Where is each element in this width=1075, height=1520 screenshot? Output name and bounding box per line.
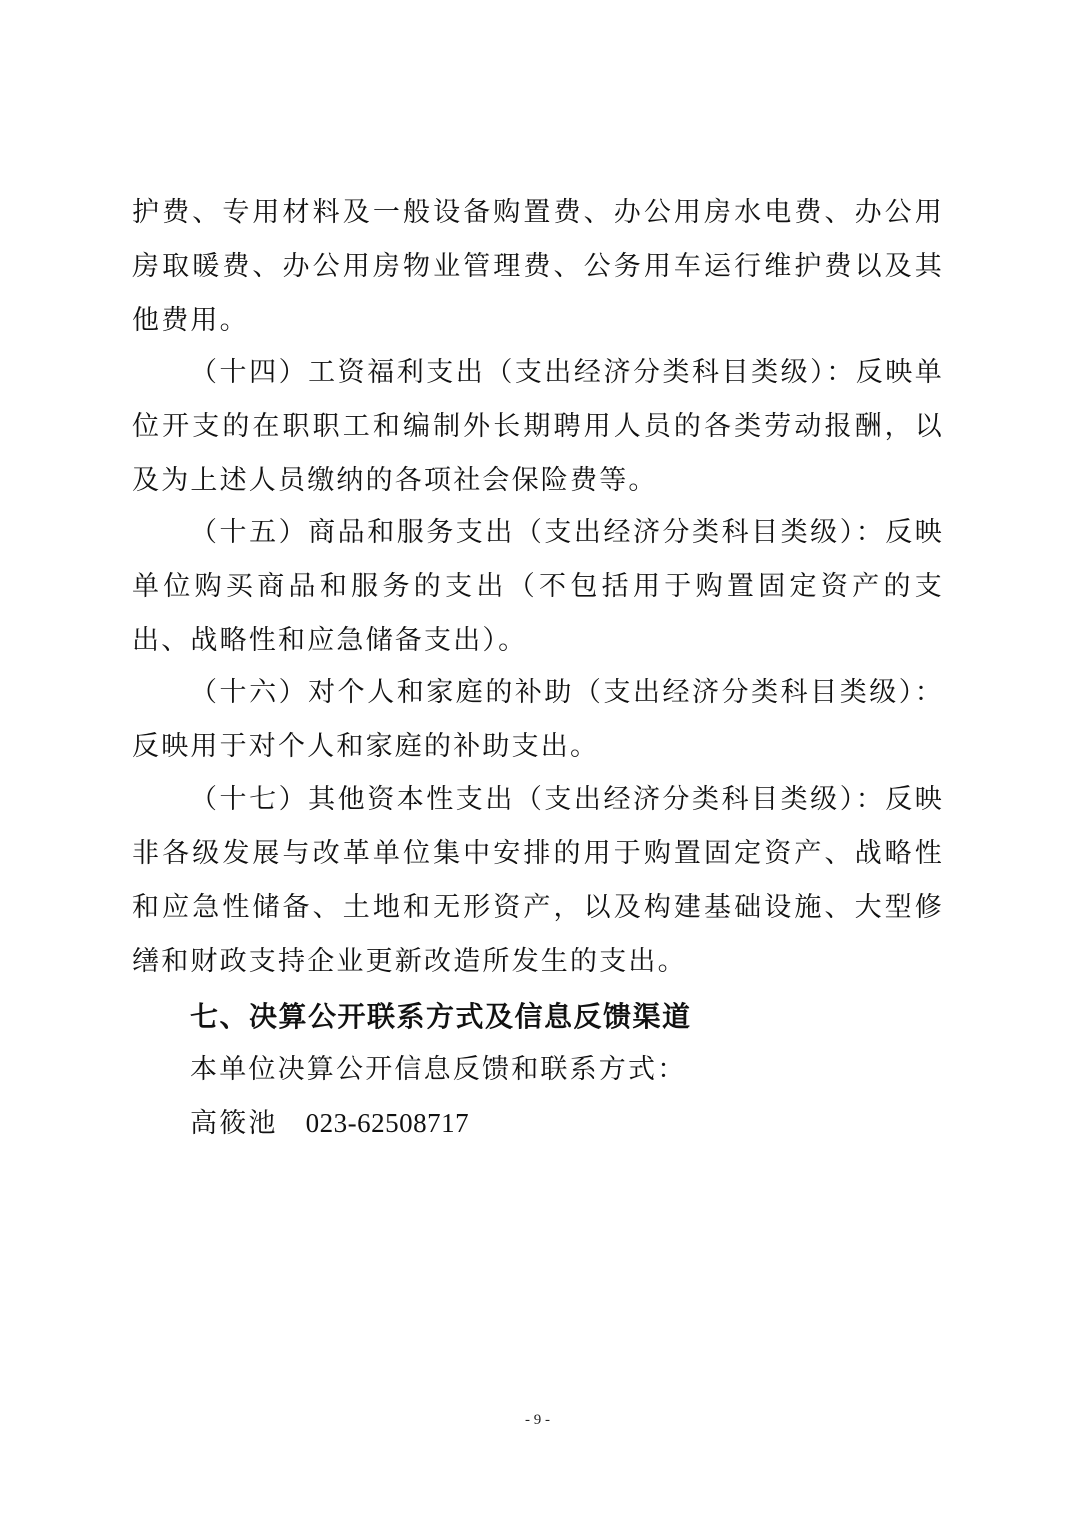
contact-line [190, 1096, 469, 1151]
section-seven-heading: 七、决算公开联系方式及信息反馈渠道 [190, 1000, 692, 1033]
paragraph-item-15: （十五）商品和服务支出（支出经济分类科目类级）：反映单位购买商品和服务的支出（不包括用于购置固定资产的支出、战略性和应急储备支出）。 [132, 517, 944, 656]
contact-name: 高筱池 [190, 1108, 278, 1139]
contact-intro-text: 本单位决算公开信息反馈和联系方式： [190, 1054, 687, 1085]
paragraph-continued: 护费、专用材料及一般设备购置费、办公用房水电费、办公用房取暖费、办公用房物业管理费、公务用车运行维护费以及其他费用。 [132, 197, 944, 336]
paragraph-item-17: （十七）其他资本性支出（支出经济分类科目类级）：反映非各级发展与改革单位集中安排的用于购置固定资产、战略性和应急性储备、土地和无形资产，以及构建基础设施、大型修缮和财政支持企业更新改造所发生的支出。 [132, 784, 944, 977]
page-number: - 9 - [525, 1412, 550, 1428]
paragraph-item-14: （十四）工资福利支出（支出经济分类科目类级）：反映单位开支的在职职工和编制外长期聘用人员的各类劳动报酬，以及为上述人员缴纳的各项社会保险费等。 [132, 357, 944, 496]
paragraph-item-16: （十六）对个人和家庭的补助（支出经济分类科目类级）：反映用于对个人和家庭的补助支出。 [132, 677, 944, 762]
contact-phone: 023-62508717 [305, 1108, 470, 1138]
